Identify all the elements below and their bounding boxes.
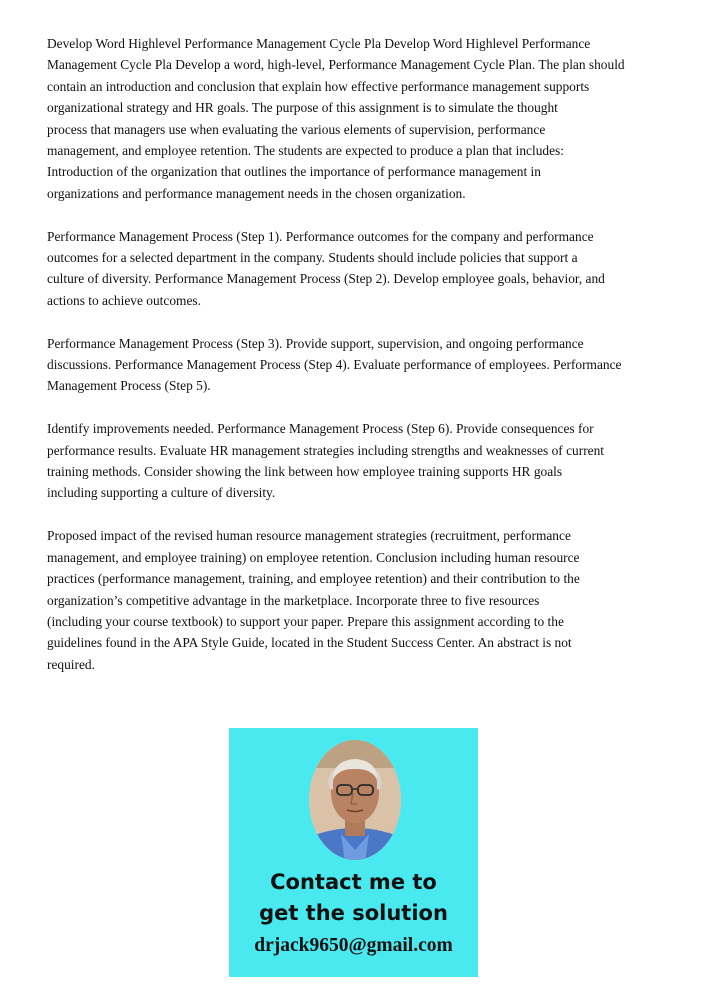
text-line: Performance Management Process (Step 1). Performance outcomes for the company and performance <box>47 228 594 244</box>
text-line: Performance Management Process (Step 3). Provide support, supervision, and ongoing performance <box>47 335 584 351</box>
text-line: Introduction of the organization that outlines the importance of performance management in <box>47 164 541 180</box>
paragraph-spacer <box>47 311 667 332</box>
text-line: outcomes for a selected department in the company. Students should include policies that support a <box>47 250 578 266</box>
text-line: contain an introduction and conclusion that explain how effective performance management supports <box>47 78 590 94</box>
paragraph-spacer <box>47 204 667 225</box>
paragraph <box>47 525 667 675</box>
document-body <box>47 33 667 675</box>
paragraph-spacer <box>47 504 667 525</box>
text-line: Develop Word Highlevel Performance Management Cycle Pla Develop Word Highlevel Performance <box>47 36 591 51</box>
paragraph <box>47 418 667 504</box>
text-line: organization’s competitive advantage in the marketplace. Incorporate three to five resources <box>47 592 540 608</box>
contact-email-link[interactable]: drjack9650@gmail.com <box>254 935 453 956</box>
text-line: discussions. Performance Management Process (Step 4). Evaluate performance of employees. Performance <box>47 357 622 373</box>
text-line: Management Process (Step 5). <box>47 378 211 394</box>
text-line: training methods. Consider showing the link between how employee training supports HR goals <box>47 464 563 480</box>
paragraph <box>47 226 667 312</box>
paragraph <box>47 33 667 204</box>
person-portrait-icon <box>307 738 403 862</box>
text-line: guidelines found in the APA Style Guide, located in the Student Success Center. An abstract is not <box>47 635 572 651</box>
paragraph <box>47 333 667 397</box>
text-line: required. <box>47 656 95 672</box>
promo-headline: Contact me to <box>270 870 437 894</box>
promo-subheadline: get the solution <box>259 901 448 925</box>
text-line: performance results. Evaluate HR management strategies including strengths and weaknesses of current <box>47 442 605 458</box>
text-line: organizations and performance management needs in the chosen organization. <box>47 185 466 201</box>
text-line: Management Cycle Pla Develop a word, high-level, Performance Management Cycle Plan. The plan should <box>47 57 625 73</box>
text-line: Proposed impact of the revised human resource management strategies (recruitment, performance <box>47 528 571 544</box>
text-line: practices (performance management, training, and employee retention) and their contribution to the <box>47 571 580 587</box>
contact-promo-card[interactable] <box>229 728 478 977</box>
text-line: management, and employee retention. The students are expected to produce a plan that includes: <box>47 143 564 159</box>
text-line: Identify improvements needed. Performance Management Process (Step 6). Provide consequences for <box>47 421 594 437</box>
text-line: process that managers use when evaluating the various elements of supervision, performance <box>47 121 546 137</box>
text-line: organizational strategy and HR goals. The purpose of this assignment is to simulate the thought <box>47 100 558 116</box>
text-line: including supporting a culture of diversity. <box>47 485 276 501</box>
text-line: culture of diversity. Performance Management Process (Step 2). Develop employee goals, behavior, and <box>47 271 605 287</box>
text-line: actions to achieve outcomes. <box>47 292 201 308</box>
paragraph-spacer <box>47 397 667 418</box>
text-line: management, and employee training) on employee retention. Conclusion including human resource <box>47 549 580 565</box>
text-line: (including your course textbook) to support your paper. Prepare this assignment according to the <box>47 613 564 629</box>
